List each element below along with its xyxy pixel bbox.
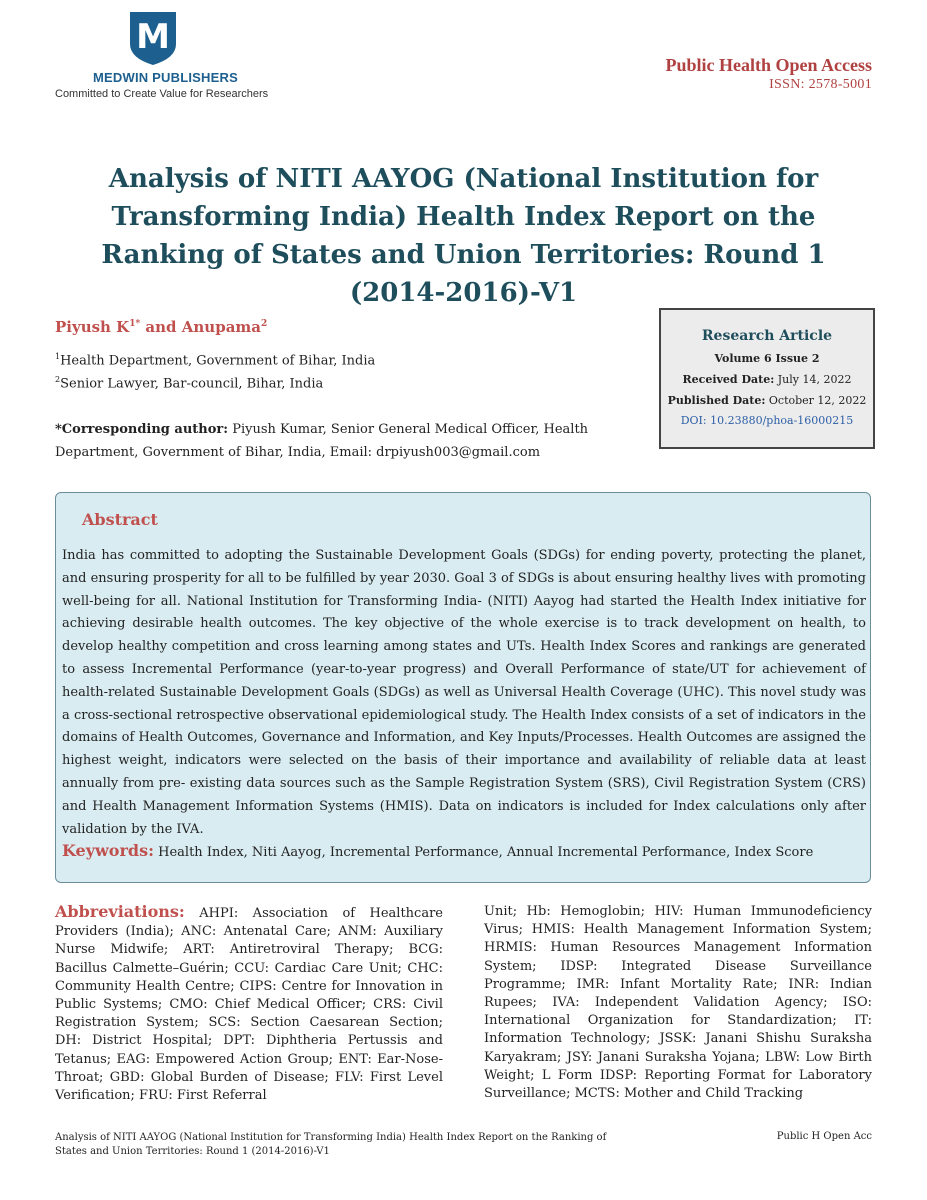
abbreviations-heading: Abbreviations: bbox=[55, 902, 185, 921]
corresponding-details: Piyush Kumar, Senior General Medical Officer, Health Department, Government of Bihar, India, Email: drpiyush003@gmail.com bbox=[55, 422, 589, 460]
doi-link[interactable]: DOI: 10.23880/phoa-16000215 bbox=[680, 414, 854, 427]
published-label: Published Date: bbox=[667, 394, 766, 407]
affiliation-1-number: 1 bbox=[55, 352, 61, 361]
corresponding-author bbox=[55, 418, 655, 464]
publisher-name: MEDWIN PUBLISHERS bbox=[93, 70, 238, 85]
abbreviations-column-2: Unit; Hb: Hemoglobin; HIV: Human Immunodeficiency Virus; HMIS: Health Management Information System; HRMIS: Human Resources Management Information System; IDSP: Integrated Disease Surveillance Programme; IMR: Infant Mortality Rate; INR: Indian Rupees; IVA: Independent Validation Agency; ISO: International Organization for Standardization; IT: Information Technology; JSSK: Janani Shishu Suraksha Karyakram; JSY: Janani Suraksha Yojana; LBW: Low Birth Weight; L Form IDSP: Reporting Format for Laboratory Surveillance; MCTS: Mother and Child Tracking bbox=[484, 904, 872, 1102]
abstract-heading: Abstract bbox=[82, 510, 158, 529]
abstract-text: India has committed to adopting the Sustainable Development Goals (SDGs) for ending poverty, protecting the planet, and ensuring prosperity for all to be fulfilled by year 2030. Goal 3 of SDGs is about ensuring healthy lives with promoting well-being for all. National Institution for Transforming India- (NITI) Aayog had started the Health Index initiative for achieving desirable health outcomes. The key objective of the whole exercise is to track development on health, to develop healthy competition and cross learning among states and UTs. Health Index Scores and rankings are generated to assess Incremental Performance (year-to-year progress) and Overall Performance of state/UT for achievement of health-related Sustainable Development Goals (SDGs) as well as Universal Health Coverage (UHC). This novel study was a cross-sectional retrospective observational epidemiological study. The Health Index consists of a set of indicators in the domains of Health Outcomes, Governance and Information, and Key Inputs/Processes. Health Outcomes are assigned the highest weight, indicators were selected on the basis of their importance and availability of reliable data at least annually from pre- existing data sources such as the Sample Registration System (SRS), Civil Registration System (CRS) and Health Management Information Systems (HMIS). Data on indicators is included for Index calculations only after validation by the IVA. bbox=[62, 548, 866, 837]
journal-issn: ISSN: 2578-5001 bbox=[769, 77, 872, 92]
keywords-label: Keywords: bbox=[62, 841, 155, 860]
affiliation-2-number: 2 bbox=[55, 375, 61, 384]
svg-text:M: M bbox=[136, 17, 170, 57]
affiliation-1 bbox=[55, 352, 375, 368]
author-line bbox=[55, 318, 267, 336]
volume-issue bbox=[661, 352, 873, 365]
received-date bbox=[661, 373, 873, 386]
received-value: July 14, 2022 bbox=[774, 373, 852, 386]
author-2-affiliation: 2 bbox=[261, 319, 268, 329]
corresponding-label: *Corresponding author: bbox=[55, 422, 229, 437]
footer-citation: Analysis of NITI AAYOG (National Institution for Transforming India) Health Index Report on the Ranking of States and Union Territories: Round 1 (2014-2016)-V1 bbox=[55, 1132, 607, 1157]
journal-name: Public Health Open Access bbox=[665, 55, 872, 75]
author-conjunction: and bbox=[140, 318, 182, 336]
shield-logo-icon bbox=[128, 10, 178, 66]
published-value: October 12, 2022 bbox=[765, 394, 867, 407]
abstract-box bbox=[55, 492, 871, 883]
publisher-logo bbox=[55, 10, 270, 66]
footer-journal-abbrev: Public H Open Acc bbox=[776, 1131, 872, 1142]
author-2: Anupama bbox=[181, 318, 262, 336]
journal-info bbox=[666, 55, 873, 93]
article-type: Research Article bbox=[701, 328, 833, 344]
article-info-box bbox=[659, 308, 875, 449]
author-1: Piyush K bbox=[55, 318, 130, 336]
affiliation-1-text: Health Department, Government of Bihar, India bbox=[60, 353, 376, 369]
keywords-list: Health Index, Niti Aayog, Incremental Performance, Annual Incremental Performance, Index Score bbox=[154, 845, 814, 860]
corresponding-mark: * bbox=[135, 319, 141, 329]
article-title: Analysis of NITI AAYOG (National Institution for Transforming India) Health Index Report on the Ranking of States and Union Territories: Round 1 (2014-2016)-V1 bbox=[101, 164, 826, 308]
author-1-affiliation: 1 bbox=[129, 319, 136, 329]
abbreviations-column-1 bbox=[55, 903, 443, 1105]
affiliation-2-text: Senior Lawyer, Bar-council, Bihar, India bbox=[60, 376, 324, 392]
keywords-line bbox=[62, 841, 813, 860]
affiliation-2 bbox=[55, 375, 323, 391]
received-label: Received Date: bbox=[682, 373, 775, 386]
published-date bbox=[661, 394, 873, 407]
publisher-tagline: Committed to Create Value for Researchers bbox=[55, 88, 269, 100]
abbreviations-text-1: AHPI: Association of Healthcare Providers (India); ANC: Antenatal Care; ANM: Auxiliary Nurse Midwife; ART: Antiretroviral Therapy; BCG: Bacillus Calmette–Guérin; CCU: Cardiac Care Unit; CHC: Community Health Centre; CIPS: Centre for Innovation in Public Systems; CMO: Chief Medical Officer; CRS: Civil Registration System; SCS: Section Caesarean Section; DH: District Hospital; DPT: Diphtheria Pertussis and Tetanus; EAG: Empowered Action Group; ENT: Ear-Nose-Throat; GBD: Global Burden of Disease; FLV: First Level Verification; FRU: First Referral bbox=[55, 906, 443, 1104]
volume-text: Volume 6 Issue 2 bbox=[714, 352, 820, 365]
